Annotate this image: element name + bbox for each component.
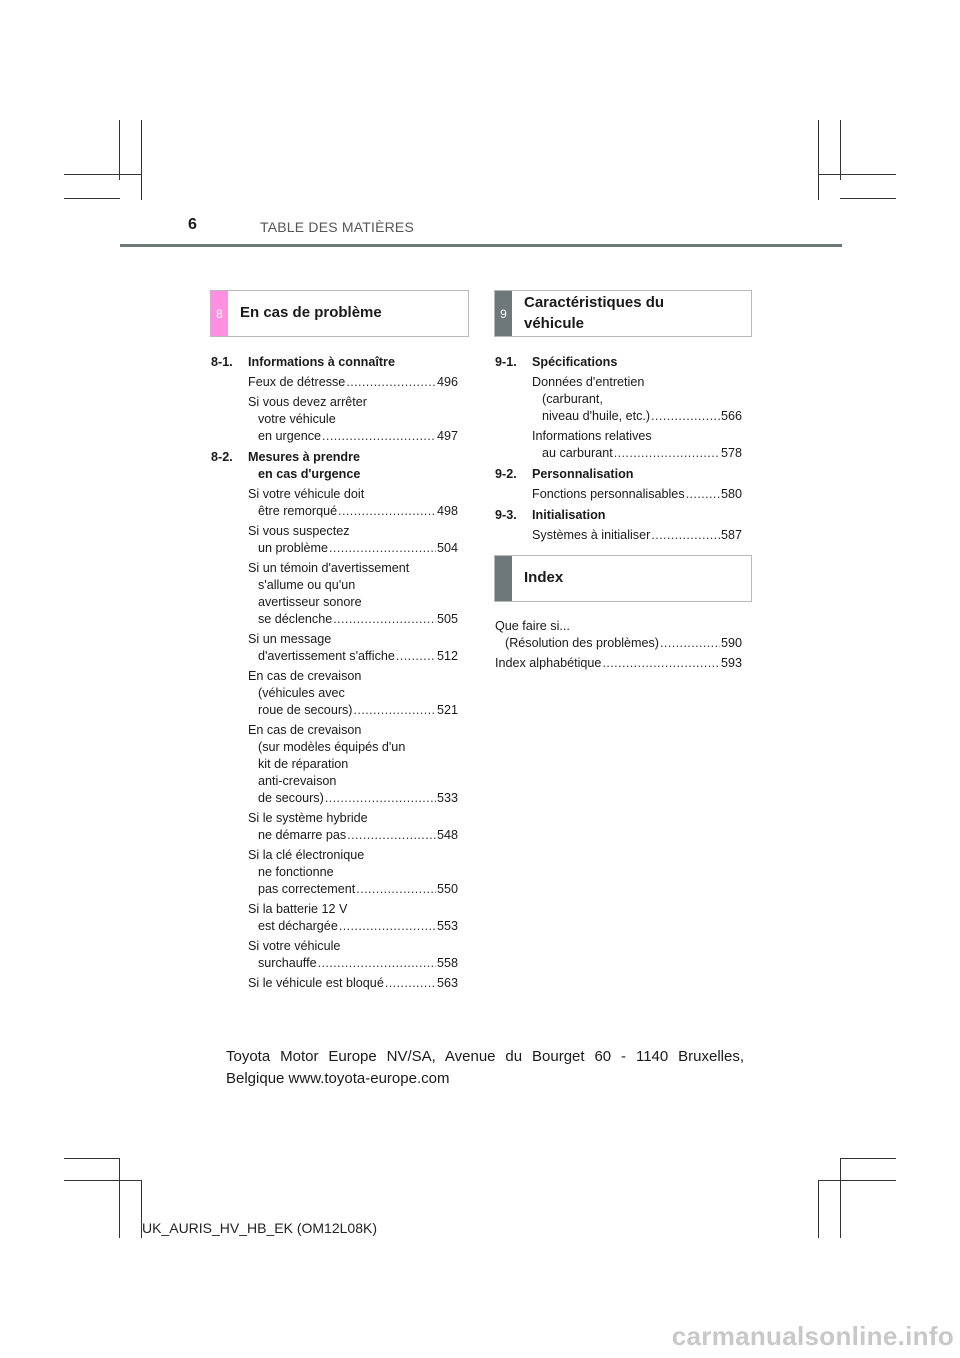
chapter-title-line: Spécifications (532, 355, 618, 369)
page-ref: 563 (436, 976, 458, 990)
crop-mark (119, 120, 120, 180)
entry-text: Si vous devez arrêter (248, 395, 367, 409)
chapter-heading (495, 507, 742, 524)
entry-text: surchauffe (258, 956, 317, 970)
dot-leader (614, 445, 720, 462)
dot-leader (660, 635, 720, 652)
crop-mark (64, 1180, 141, 1181)
entry-text: ne fonctionne (258, 865, 334, 879)
dot-leader (356, 881, 436, 898)
chapter-heading (495, 354, 742, 371)
crop-mark (818, 174, 896, 175)
crop-mark (840, 120, 841, 180)
page-ref: 548 (436, 828, 458, 842)
dot-leader (318, 955, 436, 972)
entry-text: (Résolution des problèmes) (505, 636, 659, 650)
dot-leader (686, 486, 720, 503)
page-ref: 496 (436, 375, 458, 389)
toc-entry (495, 374, 742, 425)
dot-leader (602, 655, 720, 672)
chapter-title-line: Informations à connaître (248, 355, 395, 369)
entry-text: un problème (258, 541, 329, 555)
toc-entry (211, 394, 458, 445)
entry-text: Informations relatives (532, 429, 652, 443)
dot-leader (396, 648, 436, 665)
section-8-title: En cas de problème (240, 304, 382, 321)
crop-mark (818, 1180, 896, 1181)
section-8-header (210, 290, 469, 337)
entry-last-line (248, 374, 458, 391)
crop-mark (64, 1158, 120, 1159)
entry-last-line (248, 540, 458, 557)
page-number: 6 (188, 216, 197, 233)
entry-text: Si vous suspectez (248, 524, 350, 538)
entry-text: être remorqué (258, 504, 338, 518)
page-ref: 497 (436, 429, 458, 443)
entry-text: Si la clé électronique (248, 848, 365, 862)
dot-leader (329, 540, 436, 557)
chapter-title (495, 466, 742, 483)
index-title: Index (524, 569, 564, 586)
entry-last-line (248, 955, 458, 972)
toc-entry (495, 655, 742, 672)
page-ref: 521 (436, 703, 458, 717)
entry-text: (carburant, (542, 392, 603, 406)
page-ref: 504 (436, 541, 458, 555)
entry-last-line (248, 648, 458, 665)
page-ref: 550 (436, 882, 458, 896)
dot-leader (333, 611, 436, 628)
toc-entry (211, 486, 458, 520)
entry-text: votre véhicule (258, 412, 336, 426)
page-ref: 505 (436, 612, 458, 626)
entry-last-line (248, 790, 458, 807)
entry-last-line (248, 881, 458, 898)
crop-mark (840, 1158, 841, 1238)
entry-text: Fonctions personnalisables (532, 487, 685, 501)
entry-last-line (248, 918, 458, 935)
page-ref: 593 (720, 656, 742, 670)
toc-entry (211, 810, 458, 844)
entry-last-line (532, 527, 742, 544)
chapter-heading (211, 354, 458, 371)
page-ref: 590 (720, 636, 742, 650)
entry-last-line (495, 655, 742, 672)
toc-entry (211, 560, 458, 628)
toc-entry (211, 374, 458, 391)
crop-mark (64, 174, 141, 175)
page-ref: 498 (436, 504, 458, 518)
entry-text: Si un message (248, 632, 332, 646)
page-ref: 512 (436, 649, 458, 663)
chapter-number: 8-2. (211, 450, 233, 464)
watermark: carmanualsonline.info (671, 1321, 954, 1351)
entry-text: Si un témoin d'avertissement (248, 561, 410, 575)
chapter-number: 9-2. (495, 467, 517, 481)
toc-entry (495, 618, 742, 652)
entry-text: En cas de crevaison (248, 669, 362, 683)
crop-mark (818, 120, 819, 200)
page-ref: 578 (720, 446, 742, 460)
entry-text: anti-crevaison (258, 774, 337, 788)
chapter-title (211, 354, 458, 371)
entry-last-line (532, 445, 742, 462)
entry-text: Données d'entretien (532, 375, 645, 389)
header-rule (120, 244, 842, 247)
index-header (494, 555, 752, 602)
entry-text: (sur modèles équipés d'un (258, 740, 406, 754)
entry-text: ne démarre pas (258, 828, 347, 842)
publisher-address: Toyota Motor Europe NV/SA, Avenue du Bourget 60 - 1140 Bruxelles, Belgique www.toyota-europe.com (226, 1048, 744, 1087)
page-title: TABLE DES MATIÈRES (260, 219, 415, 235)
toc-entry (495, 486, 742, 503)
chapter-number: 9-1. (495, 355, 517, 369)
entry-text: en urgence (258, 429, 322, 443)
section-9-header (494, 290, 752, 337)
toc-entry (211, 668, 458, 719)
page-ref: 587 (720, 528, 742, 542)
chapter-number: 9-3. (495, 508, 517, 522)
entry-text: pas correctement (258, 882, 356, 896)
entry-text: En cas de crevaison (248, 723, 362, 737)
dot-leader (354, 702, 436, 719)
entry-text: s'allume ou qu'un (258, 578, 356, 592)
dot-leader (325, 790, 436, 807)
entry-last-line (532, 408, 742, 425)
entry-last-line (495, 635, 742, 652)
page-ref: 558 (436, 956, 458, 970)
entry-last-line (248, 702, 458, 719)
entry-text: Que faire si... (495, 619, 570, 633)
chapter-title-line: Initialisation (532, 508, 606, 522)
chapter-heading (495, 466, 742, 483)
entry-text: (véhicules avec (258, 686, 345, 700)
entry-last-line (248, 611, 458, 628)
entry-text: est déchargée (258, 919, 338, 933)
toc-entry (495, 527, 742, 544)
entry-text: Systèmes à initialiser (532, 528, 651, 542)
dot-leader (339, 918, 436, 935)
entry-last-line (248, 428, 458, 445)
crop-mark (840, 198, 896, 199)
entry-text: se déclenche (258, 612, 333, 626)
entry-text: de secours) (258, 791, 324, 805)
entry-text: Si votre véhicule (248, 939, 341, 953)
entry-text: Si le véhicule est bloqué (248, 976, 384, 990)
dot-leader (346, 374, 436, 391)
entry-text: niveau d'huile, etc.) (542, 409, 651, 423)
chapter-title-line: Personnalisation (532, 467, 634, 481)
entry-text: kit de réparation (258, 757, 349, 771)
page-ref: 533 (436, 791, 458, 805)
dot-leader (322, 428, 436, 445)
dot-leader (347, 827, 436, 844)
dot-leader (338, 503, 436, 520)
dot-leader (385, 975, 436, 992)
entry-last-line (532, 486, 742, 503)
document-code: UK_AURIS_HV_HB_EK (OM12L08K) (142, 1220, 377, 1236)
chapter-heading (211, 449, 458, 483)
crop-mark (818, 1180, 819, 1238)
page-ref: 553 (436, 919, 458, 933)
crop-mark (64, 198, 120, 199)
entry-text: Si le système hybride (248, 811, 368, 825)
entry-text: Index alphabétique (495, 656, 602, 670)
entry-text: Si votre véhicule doit (248, 487, 365, 501)
toc-entry (211, 631, 458, 665)
page-ref: 580 (720, 487, 742, 501)
entry-text: Feux de détresse (248, 375, 346, 389)
dot-leader (651, 408, 720, 425)
crop-mark (840, 1158, 896, 1159)
section-9-title: Caractéristiques du véhicule (524, 294, 665, 332)
chapter-title-line: Mesures à prendre (248, 450, 360, 464)
crop-mark (119, 1158, 120, 1238)
chapter-title (495, 354, 742, 371)
section-8-tab: 8 (211, 291, 228, 336)
entry-last-line (248, 975, 458, 992)
toc-entry (211, 523, 458, 557)
entry-last-line (248, 827, 458, 844)
index-toc (495, 615, 742, 672)
toc-entry (211, 975, 458, 992)
toc-entry (495, 428, 742, 462)
entry-text: Si la batterie 12 V (248, 902, 348, 916)
toc-entry (211, 938, 458, 972)
entry-text: d'avertissement s'affiche (258, 649, 395, 663)
section-9-toc (495, 350, 742, 544)
chapter-title-line: en cas d'urgence (258, 467, 361, 481)
toc-entry (211, 847, 458, 898)
section-9-tab: 9 (495, 291, 512, 336)
chapter-number: 8-1. (211, 355, 233, 369)
toc-entry (211, 722, 458, 807)
chapter-title (495, 507, 742, 524)
entry-text: avertisseur sonore (258, 595, 362, 609)
chapter-title (211, 449, 458, 483)
section-8-toc (211, 350, 458, 992)
page-ref: 566 (720, 409, 742, 423)
index-tab (495, 556, 512, 601)
toc-entry (211, 901, 458, 935)
entry-text: au carburant (542, 446, 613, 460)
dot-leader (651, 527, 720, 544)
crop-mark (141, 120, 142, 200)
entry-last-line (248, 503, 458, 520)
entry-text: roue de secours) (258, 703, 353, 717)
